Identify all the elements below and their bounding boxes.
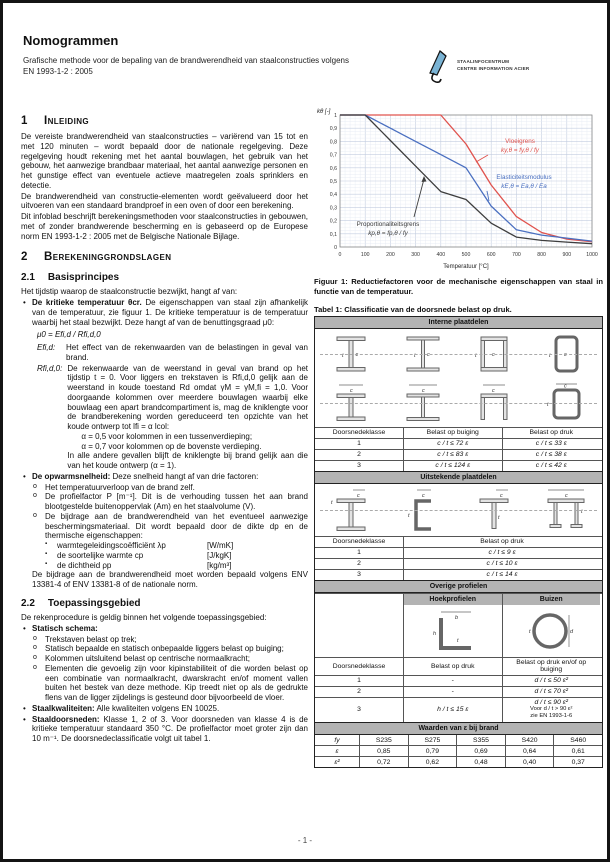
interne-header-row xyxy=(315,427,602,438)
property-lambda xyxy=(45,541,308,551)
note-line1: Voor d / t > 90 ε² xyxy=(530,706,573,713)
bullet-lead: Staalkwaliteiten: xyxy=(32,703,95,713)
table1-classificatie xyxy=(314,316,603,768)
tube-section-diagram xyxy=(526,608,576,654)
paragraph-intro-1: De vereiste brandwerendheid van staalconstructies – variërend van 15 tot en met 120 minuten – wordt bepaald door de nationale regelgeving. Deze regelgeving houdt rekening met het aantal bouwlagen, het gebruik van het gebouw, het aanwezige brandbaar materiaal, het aantal aanwezige personen en het gunstige effect van eventuele actieve maatregelen zoals sprinklers en detectie. xyxy=(21,132,308,190)
cell: c / t ≤ 10 ε xyxy=(403,559,600,569)
svg-text:t: t xyxy=(529,628,531,635)
cell: 0,85 xyxy=(359,746,408,756)
cell: c / t ≤ 14 ε xyxy=(403,570,600,580)
col-header: Doorsnedeklasse xyxy=(332,662,386,670)
i-section-flange-rolled-diagram xyxy=(328,382,374,424)
table-row xyxy=(315,460,602,471)
cell: c / t ≤ 42 ε xyxy=(502,461,601,471)
property-name: ▪ warmtegeleidingscoëfficiënt λp xyxy=(57,541,166,551)
page-title: Nomogrammen xyxy=(23,33,119,48)
cell: 3 xyxy=(357,462,361,470)
bullet-staalkwaliteiten xyxy=(21,704,308,714)
subbullet-trekstaven: o Trekstaven belast op trek; xyxy=(32,635,308,645)
section-2-2-heading xyxy=(21,598,308,610)
table-row xyxy=(315,449,602,460)
cell: h / t ≤ 15 ε xyxy=(403,698,502,722)
x-axis-label: Temperatuur [°C] xyxy=(443,264,489,270)
col-header: S420 xyxy=(505,735,554,745)
alpha-case-1: α = 0,5 voor kolommen in een tussenverdieping; xyxy=(81,431,253,441)
bullet-lead: Staaldoorsneden: xyxy=(32,714,100,724)
property-dichtheid xyxy=(45,561,308,571)
svg-text:c: c xyxy=(355,351,359,358)
svg-text:0,4: 0,4 xyxy=(329,192,337,199)
criterion: d / t ≤ 90 ε² xyxy=(534,699,569,707)
legend-elasticiteitsmodulus-formula: kE,θ = Ea,θ / Ea xyxy=(501,183,547,190)
subsection-title: Basisprincipes xyxy=(47,272,120,284)
cell: d / t ≤ 70 ε² xyxy=(502,687,601,697)
col-header: S235 xyxy=(359,735,408,745)
svg-text:800: 800 xyxy=(537,252,546,258)
legend-elasticiteitsmodulus: Elasticiteitsmodulus xyxy=(496,174,552,181)
svg-text:t: t xyxy=(581,508,583,515)
definition-text: Het effect van de rekenwaarden van de belastingen in geval van brand. xyxy=(66,343,308,362)
definition-term: Efi,d: xyxy=(37,343,56,353)
section-number: 1 xyxy=(21,115,28,127)
svg-text:300: 300 xyxy=(411,252,420,258)
cell: 0,48 xyxy=(456,757,505,767)
svg-text:c: c xyxy=(421,387,425,394)
band-overige-profielen: Overige profielen xyxy=(315,580,602,593)
angle-section-diagram xyxy=(427,608,479,654)
cell: 1 xyxy=(357,549,361,557)
cell: 2 xyxy=(357,560,361,568)
svg-text:1: 1 xyxy=(334,113,337,119)
cell: ε xyxy=(335,747,339,755)
col-header: Belast op druk xyxy=(403,658,502,675)
legend-vloeigrens: Vloeigrens xyxy=(505,138,535,145)
bullet-opwarmsnelheid xyxy=(21,472,308,482)
svg-text:0,3: 0,3 xyxy=(329,205,337,212)
page-number: - 1 - xyxy=(297,836,313,845)
note-line2: zie EN 1993-1-6 xyxy=(530,713,573,720)
table-row xyxy=(315,686,602,697)
table-row xyxy=(315,569,602,580)
paragraph-intro-3: Dit infoblad beschrijft berekeningsmethoden voor staalconstructies in gebouwen, met of zonder brandwerende bescherming en is gebaseerd op de Europese norm EN 1993-1-2 : 2005 met de Belgische Nationale Bijlage. xyxy=(21,212,308,241)
subheader-buizen: Buizen xyxy=(502,594,601,605)
subsection-number: 2.2 xyxy=(21,597,35,609)
cell: c / t ≤ 38 ε xyxy=(502,450,601,460)
col-header: S460 xyxy=(553,735,602,745)
formula-benuttingsgraad: μ0 = Efi,d / Rfi,d,0 xyxy=(37,330,101,340)
svg-text:600: 600 xyxy=(486,252,496,258)
table-row xyxy=(315,438,602,449)
definition-term: Rfi,d,0: xyxy=(37,363,63,373)
cell: - xyxy=(403,676,502,686)
overige-header-row xyxy=(315,657,602,675)
svg-text:c: c xyxy=(492,351,496,358)
svg-text:d: d xyxy=(570,628,574,635)
table-row xyxy=(315,547,602,558)
band-interne-plaatdelen: Interne plaatdelen xyxy=(315,317,602,329)
uitstekende-header-row xyxy=(315,536,602,547)
svg-text:t: t xyxy=(549,352,551,359)
cell: 0,69 xyxy=(456,746,505,756)
property-name: ▪ de soortelijke warmte cp xyxy=(57,550,144,560)
svg-text:0,8: 0,8 xyxy=(329,139,337,146)
cell: 0,72 xyxy=(359,757,408,767)
subbullet-temperatuurverloop: o Het temperatuurverloop van de brand zelf. xyxy=(32,483,308,493)
i-section-welded-diagram xyxy=(400,332,446,376)
definition-text-block xyxy=(67,364,308,471)
property-unit: [W/mK] xyxy=(207,541,234,551)
cell: d / t ≤ 50 ε² xyxy=(502,676,601,686)
property-name: ▪ de dichtheid ρp xyxy=(57,560,112,570)
legend-vloeigrens-formula: ky,θ = fy,θ / fy xyxy=(501,147,539,154)
svg-text:c: c xyxy=(426,351,430,358)
i-section-flange-welded-diagram xyxy=(400,382,446,424)
welded-hat-section-diagram xyxy=(543,487,589,533)
table-row xyxy=(315,745,602,756)
overige-diagrams-row xyxy=(315,605,602,657)
svg-text:500: 500 xyxy=(461,252,471,258)
definition-efid xyxy=(37,343,308,363)
bullet-statisch-schema xyxy=(21,624,308,634)
epsilon-header-row xyxy=(315,735,602,745)
definition-rfid0 xyxy=(37,364,308,471)
svg-text:0,2: 0,2 xyxy=(329,218,337,225)
paragraph-basis-intro: Het tijdstip waarop de staalconstructie bezwijkt, hangt af van: xyxy=(21,287,238,297)
bullet-text: Klasse 1, 2 of 3. Voor doorsneden van klasse 4 is de kritieke temperatuur standaard 350 °C. De profielfactor moet groter zijn dan 10 m⁻¹. De doorsnedeclassificatie volgt uit tabel 1. xyxy=(32,714,308,744)
bullet-lead: De opwarmsnelheid: xyxy=(32,471,111,481)
tee-section-diagram xyxy=(471,487,517,533)
uitstekende-diagrams-row xyxy=(315,484,602,536)
i-section-rolled-diagram xyxy=(328,332,374,376)
svg-text:400: 400 xyxy=(436,252,446,258)
svg-text:0,5: 0,5 xyxy=(329,179,337,185)
i-section-outstand-diagram xyxy=(328,487,374,533)
svg-text:h: h xyxy=(432,630,436,637)
svg-text:t: t xyxy=(547,401,549,408)
figure1-caption: Figuur 1: Reductiefactoren voor de mechanische eigenschappen van staal in functie van de temperatuur. xyxy=(314,277,603,296)
col-header: Belast op druk en/of op buiging xyxy=(502,658,601,675)
right-column xyxy=(314,105,603,768)
svg-text:0,6: 0,6 xyxy=(329,165,337,172)
svg-text:t: t xyxy=(475,352,477,359)
interne-diagrams-row2 xyxy=(315,379,602,427)
cell: - xyxy=(403,687,502,697)
cell: 3 xyxy=(357,571,361,579)
property-unit: [kg/m³] xyxy=(207,560,232,570)
table-row xyxy=(315,756,602,767)
figure1-reduction-factors-chart xyxy=(314,105,603,275)
svg-text:c: c xyxy=(492,387,496,394)
table-row xyxy=(315,675,602,686)
svg-text:200: 200 xyxy=(386,252,395,258)
table1-caption: Tabel 1: Classificatie van de doorsnede belast op druk. xyxy=(314,304,512,314)
section-2-1-heading xyxy=(21,272,308,284)
property-warmte xyxy=(45,551,308,561)
svg-text:700: 700 xyxy=(512,252,521,258)
box-section-welded-diagram xyxy=(471,332,517,376)
bullet-kritieke-temperatuur xyxy=(21,298,308,327)
overige-subheader-row xyxy=(315,593,602,605)
svg-text:100: 100 xyxy=(360,252,370,258)
svg-text:t: t xyxy=(330,499,333,506)
subbullet-elementen: o Elementen die gevoelig zijn voor kipinstabiliteit of die worden belast op een combinatie van normaalkracht, dwarskracht en/of moment vallen buiten het bestek van deze methode. Kip treedt niet op als de gedrukte flens van de ligger zijdelings is gesteund door bijvoorbeeld de vloer. xyxy=(32,664,308,703)
cell: 2 xyxy=(357,688,361,696)
col-header: Belast op buiging xyxy=(403,428,502,438)
svg-text:900: 900 xyxy=(562,252,572,258)
bullet-lead: Statisch schema: xyxy=(32,623,98,633)
cell: c / t ≤ 72 ε xyxy=(403,439,502,449)
bullet-text: Deze snelheid hangt af van drie factoren: xyxy=(112,471,259,481)
paragraph-intro-2: De brandwerendheid van constructie-elementen wordt geëvalueerd door het uitvoeren van een standaard brandproef in een oven of door een berekening. xyxy=(21,191,308,211)
cell: c / t ≤ 124 ε xyxy=(403,461,502,471)
section-1-heading xyxy=(21,114,308,128)
col-header: S275 xyxy=(408,735,457,745)
cell: 1 xyxy=(357,440,361,448)
svg-text:c: c xyxy=(565,492,568,499)
svg-text:t: t xyxy=(456,637,459,644)
box-flange-diagram xyxy=(471,382,517,424)
cell: 0,37 xyxy=(553,757,602,767)
cell: c / t ≤ 33 ε xyxy=(502,439,601,449)
subbullet-kolommen: o Kolommen uitsluitend belast op centrische normaalkracht; xyxy=(32,654,308,664)
cell: c / t ≤ 9 ε xyxy=(403,548,600,558)
cell: 0,62 xyxy=(408,757,457,767)
svg-text:0,7: 0,7 xyxy=(329,152,337,159)
bullet-text: De eigenschappen van staal zijn afhankelijk van de temperatuur, zie figuur 1. De kritieke temperatuur is de temperatuur waarbij het staal bezwijkt. Deze hangt af van de benuttingsgraad μ0: xyxy=(32,298,308,327)
col-header-fy: fy xyxy=(334,736,340,744)
subsection-title: Toepassingsgebied xyxy=(47,597,141,609)
paragraph-toepassing-intro: De rekenprocedure is geldig binnen het volgende toepassingsgebied: xyxy=(21,613,267,623)
cell: 1 xyxy=(357,677,361,685)
band-uitstekende-plaatdelen: Uitstekende plaatdelen xyxy=(315,471,602,484)
svg-text:0: 0 xyxy=(338,252,342,258)
subheader-hoekprofielen: Hoekprofielen xyxy=(403,594,502,605)
rhs-section-diagram xyxy=(543,332,589,376)
bullet-lead: De kritieke temperatuur θcr. xyxy=(32,298,142,308)
cell: c / t ≤ 83 ε xyxy=(403,450,502,460)
col-header: Belast op druk xyxy=(403,537,600,547)
col-header: Belast op druk xyxy=(502,428,601,438)
logo-line1: STAALINFOCENTRUM xyxy=(457,59,510,65)
legend-proportionaliteitsgrens: Proportionaliteitsgrens xyxy=(356,221,420,228)
alpha-case-2: α = 0,7 voor kolommen op de bovenste verdieping. xyxy=(81,441,262,451)
definition-text: De rekenwaarde van de weerstand in geval van brand op het tijdstip t = 0. Voor liggers en trekstaven is Rfi,d,0 gelijk aan de weerstand in koude toestand Rd omdat γM = γM,fi = 1,0. Voor doorgaande kolommen over meerdere bouwlagen waarbij elke bouwlaag een apart brandcompartiment is, mag de kniklengte voor de brandberekening worden gereduceerd ten opzichte van het koude ontwerp tot lfi = α lcol: xyxy=(67,363,308,432)
svg-text:c: c xyxy=(356,492,360,499)
svg-text:c: c xyxy=(500,492,504,499)
section-2-heading xyxy=(21,250,308,264)
legend-proportionaliteitsgrens-formula: kp,θ = fp,θ / fy xyxy=(368,230,408,237)
table-row-class3 xyxy=(315,697,602,722)
cell: ε² xyxy=(334,758,340,766)
cell-with-note xyxy=(502,698,601,722)
cell: 3 xyxy=(357,706,361,714)
subbullet-bescherming: o De bijdrage aan de brandwerendheid van het eventueel aanwezige beschermingsmateriaal. Dit wordt bepaald door de dikte dp en de thermische eigenschappen: xyxy=(32,512,308,541)
svg-text:b: b xyxy=(454,614,458,621)
bullet-text: Alle kwaliteiten volgens EN 10025. xyxy=(96,703,220,713)
y-axis-label: kθ [-] xyxy=(317,109,331,115)
logo-line2: CENTRE INFORMATION ACIER xyxy=(457,66,530,71)
subsection-number: 2.1 xyxy=(21,272,35,284)
property-unit: [J/kgK] xyxy=(207,550,232,560)
cell: 0,79 xyxy=(408,746,457,756)
svg-text:c: c xyxy=(349,387,353,394)
svg-text:0,9: 0,9 xyxy=(329,126,337,133)
subbullet-profielfactor: o De profielfactor P [m⁻¹]. Dit is de verhouding tussen het aan brand blootgestelde buitenoppervlak (Am) en het staalvolume (V). xyxy=(32,492,308,512)
definition-close: In alle andere gevallen blijft de kniklengte bij brand gelijk aan die van het koude ontwerp (α = 1). xyxy=(67,451,308,471)
svg-text:t: t xyxy=(407,512,410,519)
band-waarden-epsilon: Waarden van ε bij brand xyxy=(315,722,602,735)
cell: 2 xyxy=(357,451,361,459)
channel-section-diagram xyxy=(400,487,446,533)
section-number: 2 xyxy=(21,251,28,264)
left-column xyxy=(21,105,308,745)
empty-cell xyxy=(315,594,403,605)
cell: 0,61 xyxy=(553,746,602,756)
table-row xyxy=(315,558,602,569)
col-header: Doorsnedeklasse xyxy=(332,429,386,437)
col-header: S355 xyxy=(456,735,505,745)
bullet-staaldoorsneden xyxy=(21,715,308,744)
rhs-flange-diagram xyxy=(543,382,589,424)
interne-diagrams-row1 xyxy=(315,329,602,379)
section-title: Berekeninggrondslagen xyxy=(44,251,172,264)
subbullet-liggers: o Statisch bepaalde en statisch onbepaalde liggers belast op buiging; xyxy=(32,644,308,654)
svg-text:t: t xyxy=(341,352,344,359)
empty-cell xyxy=(315,605,403,657)
svg-text:c: c xyxy=(421,492,425,499)
paragraph-bijdrage: De bijdrage aan de brandwerendheid moet worden bepaald volgens ENV 13381-4 of ENV 13381-8 of de nationale norm. xyxy=(32,570,308,590)
svg-text:c: c xyxy=(564,351,567,358)
cell: 0,40 xyxy=(505,757,554,767)
svg-text:1000: 1000 xyxy=(586,252,598,258)
svg-text:0,1: 0,1 xyxy=(329,231,337,238)
svg-text:t: t xyxy=(498,514,500,521)
logo-text xyxy=(457,59,529,73)
col-header: Doorsnedeklasse xyxy=(332,538,386,546)
steel-info-centre-logo-icon xyxy=(427,49,453,83)
cell: 0,64 xyxy=(505,746,554,756)
svg-text:0: 0 xyxy=(334,245,337,251)
organization-logo xyxy=(427,49,529,83)
page-subtitle: Grafische methode voor de bepaling van de brandwerendheid van staalconstructies volgens EN 1993-1-2 : 2005 xyxy=(23,56,349,76)
svg-text:c: c xyxy=(564,383,567,390)
svg-text:t: t xyxy=(413,352,416,359)
section-title: Inleiding xyxy=(44,115,90,127)
